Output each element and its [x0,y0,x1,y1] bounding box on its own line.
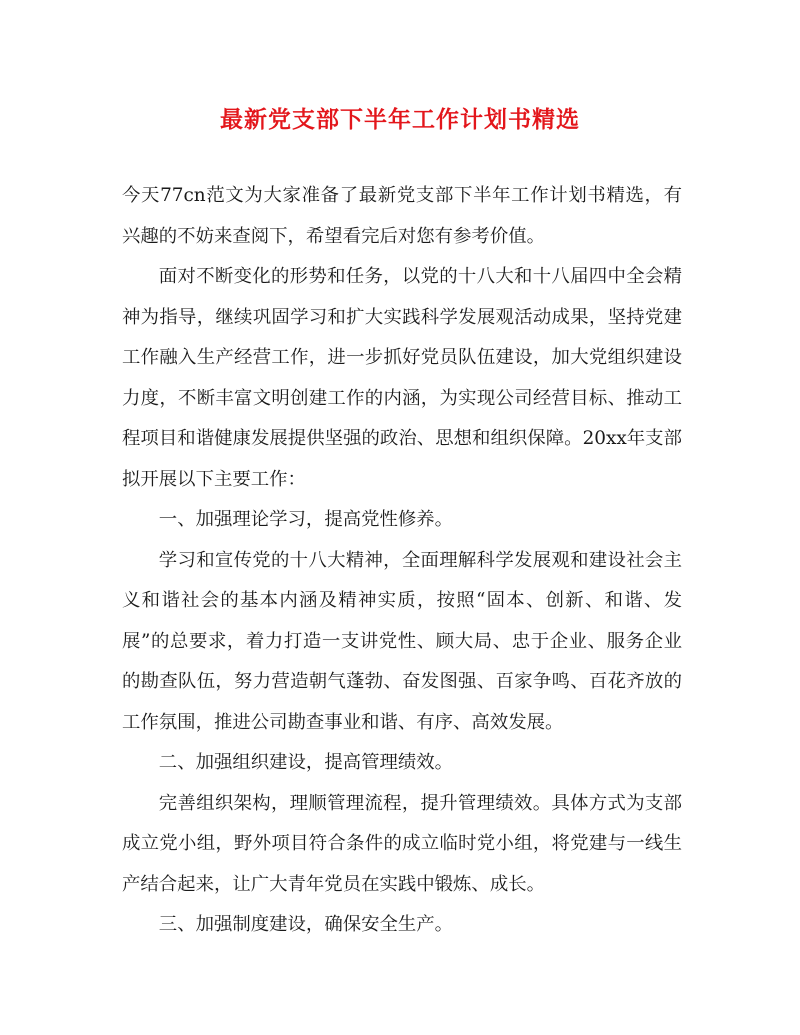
section-heading-3: 三、加强制度建设，确保安全生产。 [158,914,454,935]
paragraph-section-1: 学习和宣传党的十八大精神，全面理解科学发展观和建设社会主义和谐社会的基本内涵及精神实质，按照“固本、创新、和谐、发展”的总要求，着力打造一支讲党性、顾大局、忠于企业、服务企业的勘查队伍，努力营造朝气蓬勃、奋发图强、百家争鸣、百花齐放的工作氛围，推进公司勘查事业和谐、有序、高效发展。 [122,549,682,733]
section-heading-2: 二、加强组织建设，提高管理绩效。 [158,752,454,773]
document-title: 最新党支部下半年工作计划书精选 [220,106,580,133]
paragraph-overview: 面对不断变化的形势和任务，以党的十八大和十八届四中全会精神为指导，继续巩固学习和扩大实践科学发展观活动成果，坚持党建工作融入生产经营工作，进一步抓好党员队伍建设，加大党组织建设力度，不断丰富文明创建工作的内涵，为实现公司经营目标、推动工程项目和谐健康发展提供坚强的政治、思想和组织保障。20xx年支部拟开展以下主要工作： [122,266,682,490]
paragraph-intro: 今天77cn范文为大家准备了最新党支部下半年工作计划书精选，有兴趣的不妨来查阅下，希望看完后对您有参考价值。 [122,185,682,247]
document-body [122,176,682,946]
section-heading-1: 一、加强理论学习，提高党性修养。 [158,509,454,530]
paragraph-section-2: 完善组织架构，理顺管理流程，提升管理绩效。具体方式为支部成立党小组，野外项目符合条件的成立临时党小组，将党建与一线生产结合起来，让广大青年党员在实践中锻炼、成长。 [122,792,682,895]
